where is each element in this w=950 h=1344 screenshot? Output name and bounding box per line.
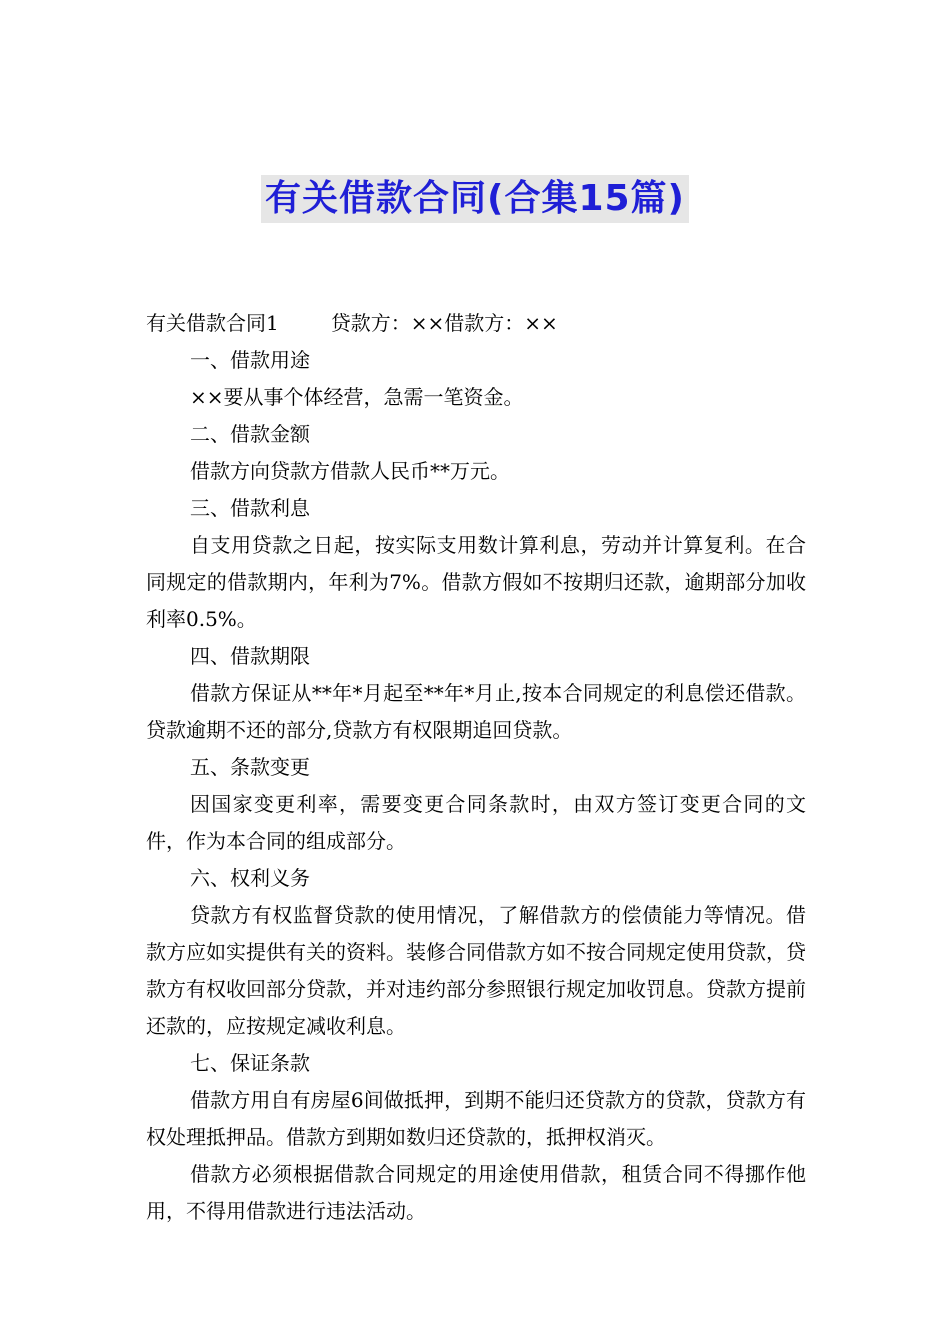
section-heading: 六、权利义务 <box>190 866 310 890</box>
section-paragraph: 借款方向贷款方借款人民币**万元。 <box>190 459 510 483</box>
intro-line <box>146 305 806 342</box>
section-heading: 二、借款金额 <box>190 422 310 446</box>
section-paragraph: 借款方保证从**年*月起至**年*月止,按本合同规定的利息偿还借款。贷款逾期不还的部分,贷款方有权限期追回贷款。 <box>146 681 806 742</box>
section-paragraph: 借款方必须根据借款合同规定的用途使用借款，租赁合同不得挪作他用，不得用借款进行违法活动。 <box>146 1162 806 1223</box>
section-heading: 五、条款变更 <box>190 755 310 779</box>
section-heading: 一、借款用途 <box>190 348 310 372</box>
intro-parties: 贷款方：××借款方：×× <box>330 311 558 335</box>
section-paragraph: 因国家变更利率，需要变更合同条款时，由双方签订变更合同的文件，作为本合同的组成部分。 <box>146 792 806 853</box>
section-paragraph: 自支用贷款之日起，按实际支用数计算利息，劳动并计算复利。在合同规定的借款期内，年利为7%。借款方假如不按期归还款，逾期部分加收利率0.5%。 <box>146 533 806 631</box>
section-heading: 七、保证条款 <box>190 1051 310 1075</box>
document-title: 有关借款合同(合集15篇) <box>261 175 689 223</box>
section-heading: 四、借款期限 <box>190 644 310 668</box>
section-paragraph: 借款方用自有房屋6间做抵押，到期不能归还贷款方的贷款，贷款方有权处理抵押品。借款方到期如数归还贷款的，抵押权消灭。 <box>146 1088 806 1149</box>
document-body <box>146 305 806 1230</box>
intro-heading: 有关借款合同1 <box>146 311 279 335</box>
section-paragraph: ××要从事个体经营，急需一笔资金。 <box>190 385 524 409</box>
section-heading: 三、借款利息 <box>190 496 310 520</box>
section-paragraph: 贷款方有权监督贷款的使用情况，了解借款方的偿债能力等情况。借款方应如实提供有关的资料。装修合同借款方如不按合同规定使用贷款，贷款方有权收回部分贷款，并对违约部分参照银行规定加收罚息。贷款方提前还款的，应按规定减收利息。 <box>146 903 806 1038</box>
title-container <box>0 175 950 223</box>
